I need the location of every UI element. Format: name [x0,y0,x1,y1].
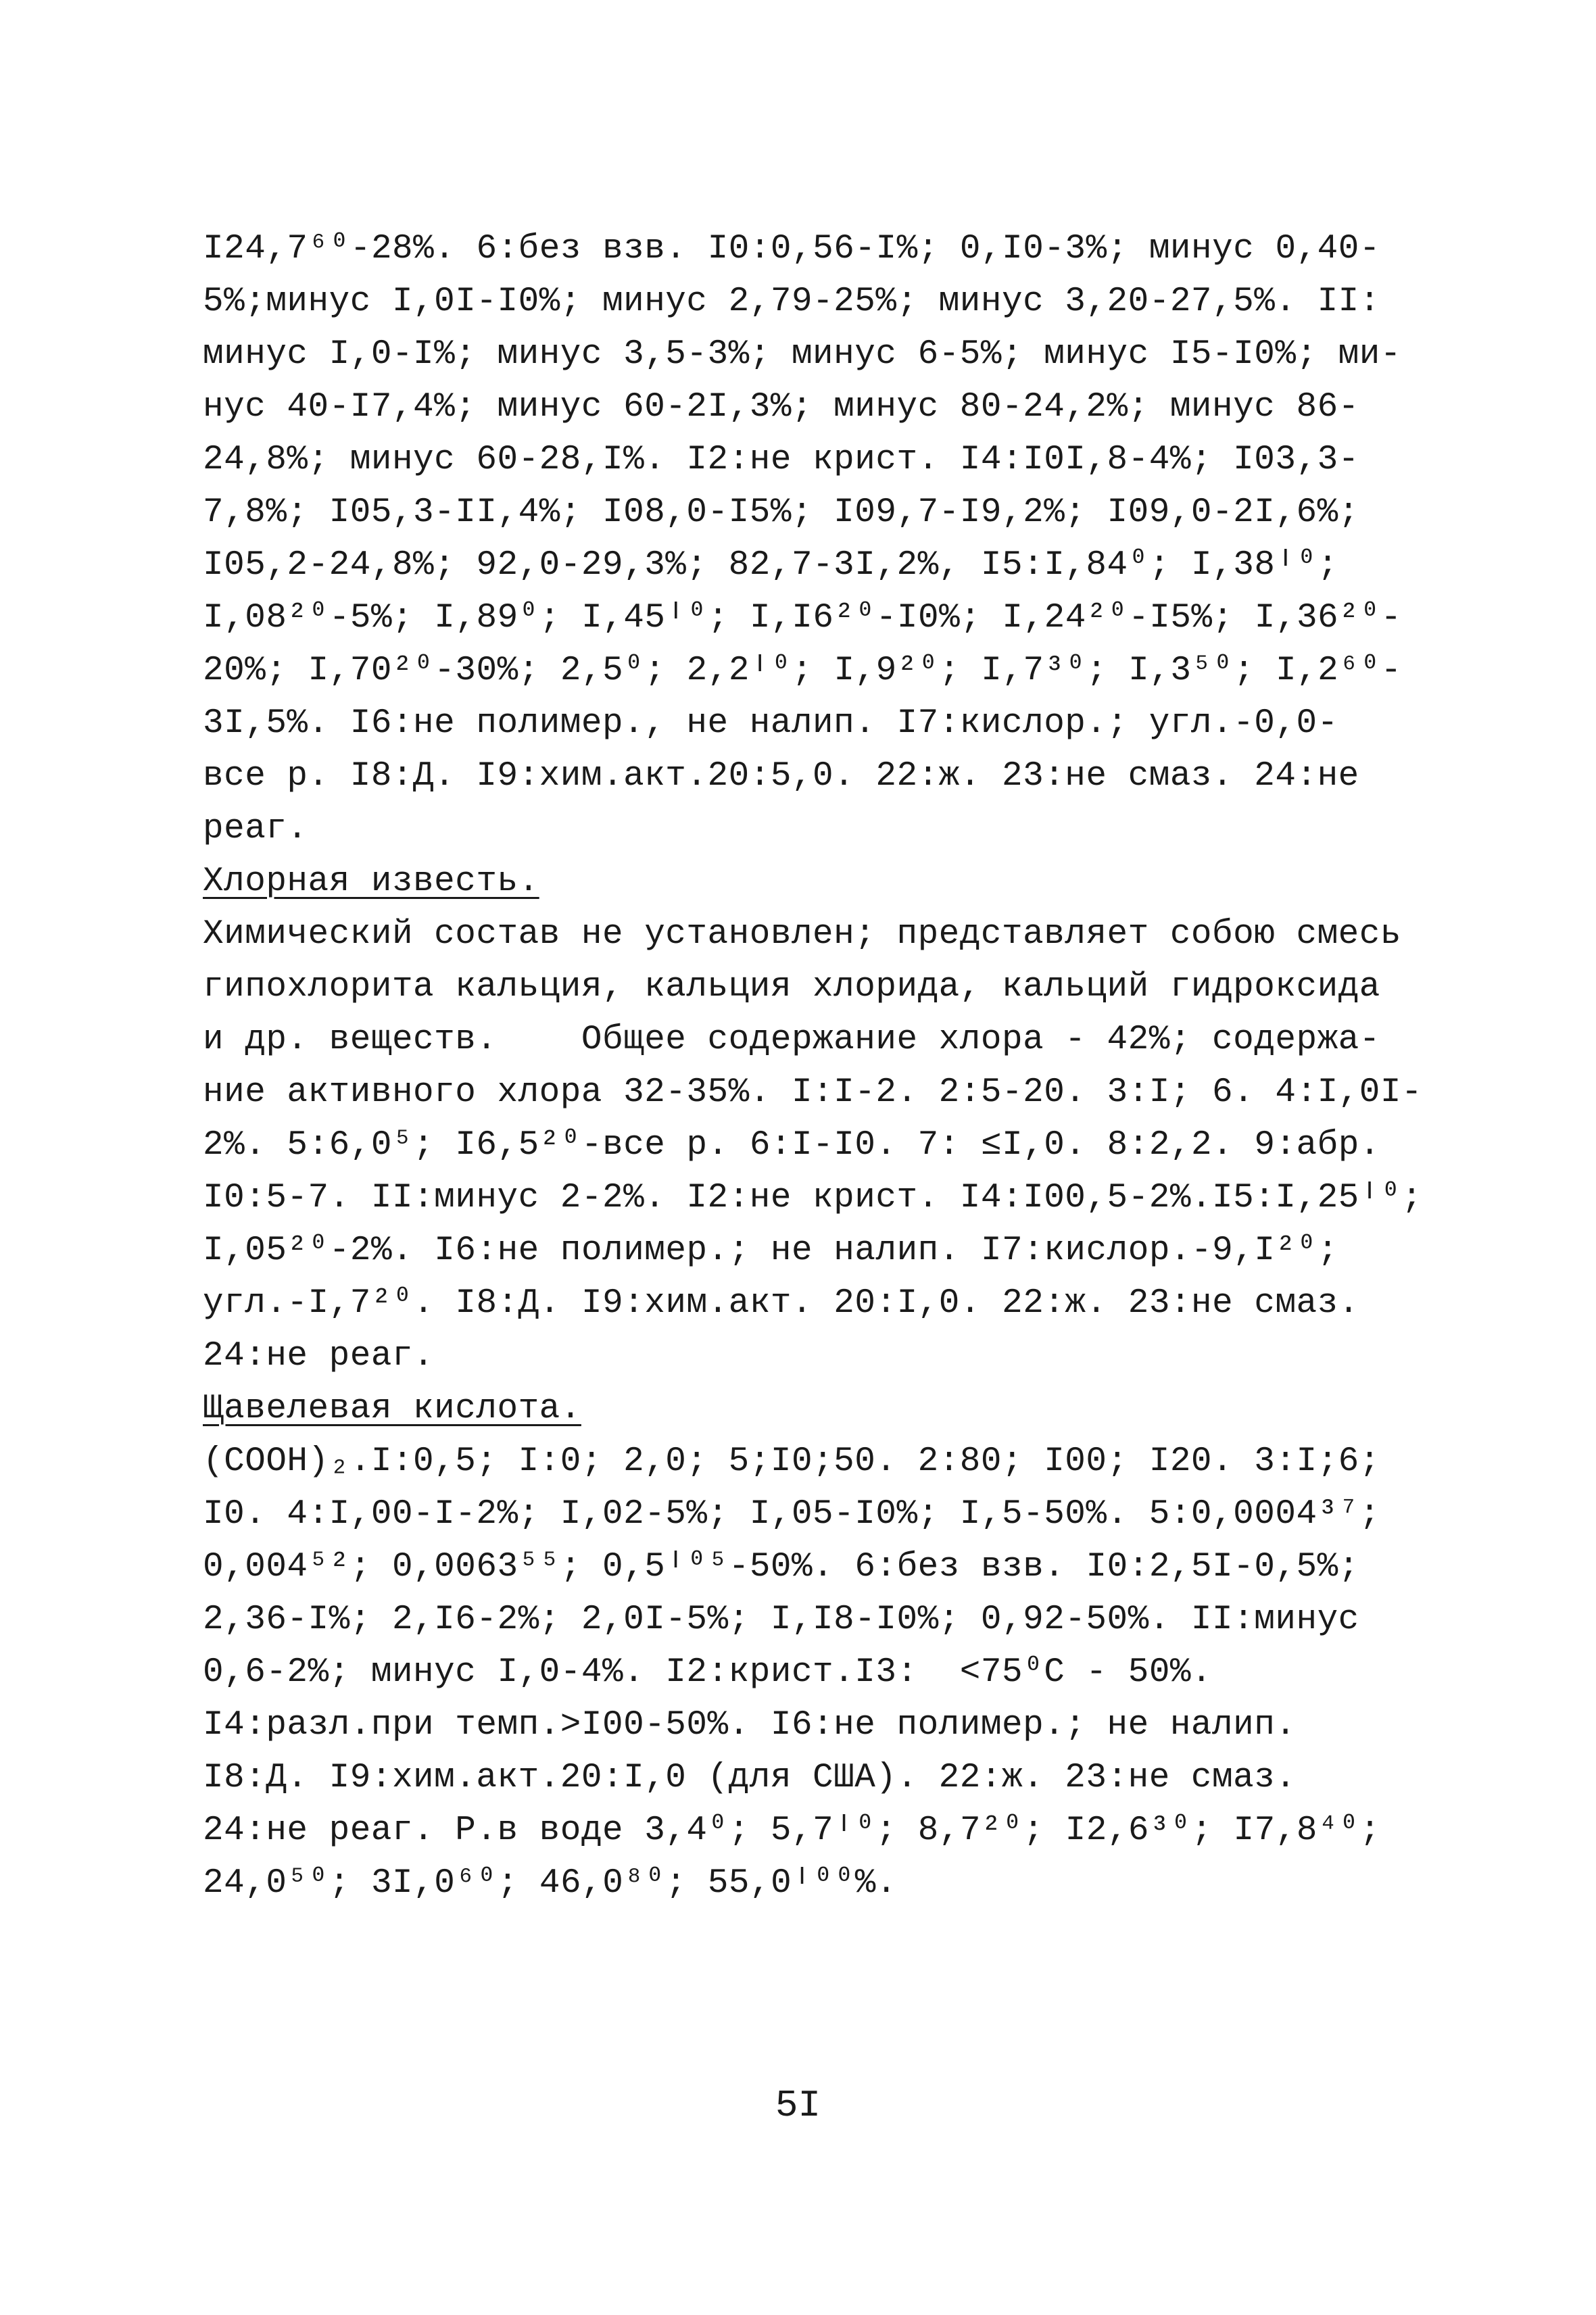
section-heading-line [203,1383,1474,1436]
section-heading-line [203,856,1474,908]
body-line: I24,7⁶⁰-28%. 6:без взв. I0:0,56-I%; 0,I0-3%; минус 0,40- [203,230,1380,268]
body-line: I0. 4:I,00-I-2%; I,02-5%; I,05-I0%; I,5-50%. 5:0,0004³⁷; [203,1495,1380,1534]
body-line: I4:разл.при темп.>I00-50%. I6:не полимер.; не налип. [203,1706,1297,1745]
document-body [203,223,1474,1910]
body-line: (COOH)₂.I:0,5; I:0; 2,0; 5;I0;50. 2:80; I00; I20. 3:I;6; [203,1442,1380,1481]
body-line: 5%;минус I,0I-I0%; минус 2,79-25%; минус 3,20-27,5%. II: [203,283,1380,321]
body-line: 20%; I,70²⁰-30%; 2,5⁰; 2,2ᴵ⁰; I,9²⁰; I,7³⁰; I,3⁵⁰; I,2⁶⁰- [203,652,1402,690]
body-line: и др. веществ. Общее содержание хлора - 42%; содержа- [203,1021,1380,1059]
section-title-oxalic-acid: Щавелевая кислота. [203,1390,581,1428]
body-line: гипохлорита кальция, кальция хлорида, кальций гидроксида [203,968,1380,1006]
body-line: 24,8%; минус 60-28,I%. I2:не крист. I4:I0I,8-4%; I03,3- [203,441,1359,479]
page-number: 5I [775,2084,821,2127]
body-line: минус I,0-I%; минус 3,5-3%; минус 6-5%; минус I5-I0%; ми- [203,335,1401,374]
body-line: реаг. [203,810,308,848]
body-line: нус 40-I7,4%; минус 60-2I,3%; минус 80-24,2%; минус 86- [203,388,1359,427]
body-line: 24:не реаг. [203,1337,435,1375]
body-line: I,08²⁰-5%; I,89⁰; I,45ᴵ⁰; I,I6²⁰-I0%; I,24²⁰-I5%; I,36²⁰- [203,599,1402,637]
body-line: I,05²⁰-2%. I6:не полимер.; не налип. I7:кислор.-9,I²⁰; [203,1232,1338,1270]
body-line: 3I,5%. I6:не полимер., не налип. I7:кислор.; угл.-0,0- [203,704,1338,743]
body-line: ние активного хлора 32-35%. I:I-2. 2:5-20. 3:I; 6. 4:I,0I- [203,1073,1423,1112]
body-line: 0,6-2%; минус I,0-4%. I2:крист.I3: <75⁰C - 50%. [203,1653,1213,1692]
body-line: 24:не реаг. Р.в воде 3,4⁰; 5,7ᴵ⁰; 8,7²⁰; I2,6³⁰; I7,8⁴⁰; [203,1811,1381,1850]
body-line: 2,36-I%; 2,I6-2%; 2,0I-5%; I,I8-I0%; 0,92-50%. II:минус [203,1601,1359,1639]
body-line: 24,0⁵⁰; 3I,0⁶⁰; 46,0⁸⁰; 55,0ᴵ⁰⁰%. [203,1864,897,1903]
body-line: угл.-I,7²⁰. I8:Д. I9:хим.акт. 20:I,0. 22:ж. 23:не смаз. [203,1284,1359,1323]
body-line: все р. I8:Д. I9:хим.акт.20:5,0. 22:ж. 23:не смаз. 24:не [203,757,1359,796]
body-line: Химический состав не установлен; представляет собою смесь [203,915,1401,954]
body-line: 2%. 5:6,0⁵; I6,5²⁰-все р. 6:I-I0. 7: ≤I,0. 8:2,2. 9:абр. [203,1126,1380,1165]
body-line: I0:5-7. II:минус 2-2%. I2:не крист. I4:I00,5-2%.I5:I,25ᴵ⁰; [203,1179,1423,1217]
section-title-bleach: Хлорная известь. [203,862,539,901]
body-line: 0,004⁵²; 0,0063⁵⁵; 0,5ᴵ⁰⁵-50%. 6:без взв. I0:2,5I-0,5%; [203,1548,1359,1586]
body-line: I05,2-24,8%; 92,0-29,3%; 82,7-3I,2%, I5:I,84⁰; I,38ᴵ⁰; [203,546,1338,585]
body-line: 7,8%; I05,3-II,4%; I08,0-I5%; I09,7-I9,2%; I09,0-2I,6%; [203,493,1359,532]
body-line: I8:Д. I9:хим.акт.20:I,0 (для США). 22:ж. 23:не смаз. [203,1759,1297,1797]
